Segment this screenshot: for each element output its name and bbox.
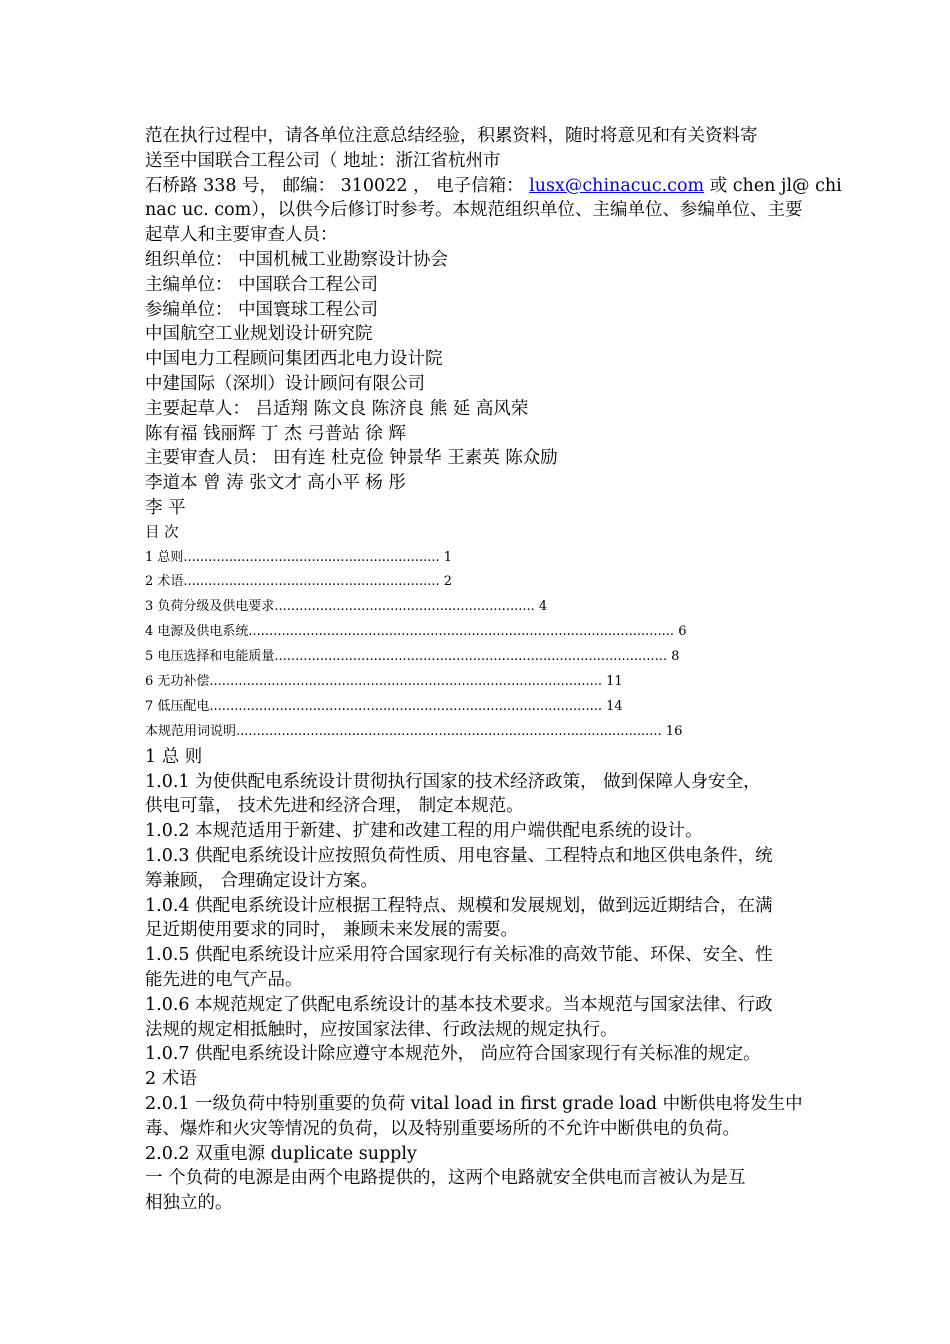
- toc-entry-label: 2 术语: [145, 574, 184, 590]
- toc-entry-leader: ...............................................................................................: [209, 698, 602, 714]
- toc-entry-page: 16: [665, 723, 683, 739]
- reviewers-line-3: 李 平: [145, 497, 186, 518]
- clause-2-0-2-title: 2.0.2 双重电源 duplicate supply: [145, 1143, 417, 1164]
- clause-1-0-6-line-2: 法规的规定相抵触时，应按国家法律、行政法规的规定执行。: [145, 1019, 618, 1040]
- intro-line-3-prefix: 石桥路 338 号， 邮编： 310022 ， 电子信箱：: [145, 175, 530, 196]
- chapter-2: [145, 1067, 810, 1216]
- clause-1-0-4-line-1: 1.0.4 供配电系统设计应根据工程特点、规模和发展规划，做到远近期结合，在满: [145, 895, 773, 916]
- co-editor-unit-2: 中国航空工业规划设计研究院: [145, 324, 373, 345]
- intro-paragraph: [145, 124, 842, 248]
- intro-line-3-suffix: 或 chen jl@ chi: [704, 175, 842, 196]
- toc-entry-page: 4: [538, 599, 548, 615]
- toc-entry[interactable]: [145, 595, 810, 620]
- toc-entry[interactable]: [145, 670, 810, 695]
- clause-1-0-4-line-2: 足近期使用要求的同时， 兼顾未来发展的需要。: [145, 920, 519, 941]
- toc-entry-leader: ..............................................................: [183, 574, 440, 590]
- toc-entry-page: 2: [443, 574, 453, 590]
- clause-1-0-7: 1.0.7 供配电系统设计除应遵守本规范外， 尚应符合国家现行有关标准的规定。: [145, 1044, 761, 1065]
- clause-1-0-3-line-1: 1.0.3 供配电系统设计应按照负荷性质、用电容量、工程特点和地区供电条件，统: [145, 845, 773, 866]
- drafters-line-2: 陈有福 钱丽辉 丁 杰 弓普站 徐 辉: [145, 423, 406, 444]
- clause-1-0-6-line-1: 1.0.6 本规范规定了供配电系统设计的基本技术要求。当本规范与国家法律、行政: [145, 994, 773, 1015]
- chief-editor-unit: 主编单位： 中国联合工程公司: [145, 274, 379, 295]
- toc-entry[interactable]: [145, 645, 810, 670]
- toc-entry[interactable]: [145, 570, 810, 595]
- intro-line-5: 起草人和主要审查人员：: [145, 225, 338, 246]
- toc-entry-label: 本规范用词说明: [145, 723, 237, 739]
- toc-entry-leader: ...............................................................: [274, 599, 535, 615]
- toc-entry[interactable]: [145, 546, 810, 571]
- toc-list: [145, 546, 810, 745]
- units-list: [145, 248, 810, 397]
- toc-entry-page: 11: [606, 674, 623, 690]
- clause-2-0-1-line-1: 2.0.1 一级负荷中特别重要的负荷 vital load in first grade load 中断供电将发生中: [145, 1093, 803, 1114]
- clause-1-0-5-line-1: 1.0.5 供配电系统设计应采用符合国家现行有关标准的高效节能、环保、安全、性: [145, 945, 773, 966]
- clause-2-0-1-line-2: 毒、爆炸和火灾等情况的负荷，以及特别重要场所的不允许中断供电的负荷。: [145, 1118, 740, 1139]
- toc-entry-page: 8: [671, 649, 680, 665]
- co-editor-unit: 参编单位： 中国寰球工程公司: [145, 299, 379, 320]
- toc-entry-label: 6 无功补偿: [145, 674, 210, 690]
- clause-1-0-2: 1.0.2 本规范适用于新建、扩建和改建工程的用户端供配电系统的设计。: [145, 821, 703, 842]
- clause-2-0-2-line-1: 一 个负荷的电源是由两个电路提供的，这两个电路就安全供电而言被认为是互: [145, 1168, 746, 1189]
- toc-entry-label: 7 低压配电: [145, 698, 210, 714]
- document-page: [145, 124, 842, 1216]
- toc-title: 目 次: [145, 524, 179, 541]
- toc-entry-leader: ..............................................................: [183, 549, 440, 565]
- co-editor-unit-4: 中建国际（深圳）设计顾问有限公司: [145, 373, 425, 394]
- chapter-2-heading: 2 术语: [145, 1069, 197, 1090]
- reviewers-line-1: 主要审查人员： 田有连 杜克俭 钟景华 王素英 陈众励: [145, 448, 558, 469]
- toc-entry-label: 5 电压选择和电能质量: [145, 649, 275, 665]
- toc-entry-page: 6: [678, 624, 687, 640]
- toc-entry-leader: .......................................................................................................: [236, 723, 662, 739]
- toc-entry[interactable]: [145, 695, 810, 720]
- organizer-unit: 组织单位： 中国机械工业勘察设计协会: [145, 249, 449, 270]
- clause-2-0-2-line-2: 相独立的。: [145, 1193, 233, 1214]
- intro-line-3: [145, 174, 842, 199]
- clause-1-0-1-line-2: 供电可靠， 技术先进和经济合理， 制定本规范。: [145, 796, 524, 817]
- intro-line-4: nac uc. com），以供今后修订时参考。本规范组织单位、主编单位、参编单位、主要: [145, 200, 803, 221]
- toc-entry[interactable]: [145, 620, 810, 645]
- toc-entry-label: 4 电源及供电系统: [145, 624, 249, 640]
- clause-1-0-1-line-1: 1.0.1 为使供配电系统设计贯彻执行国家的技术经济政策， 做到保障人身安全，: [145, 771, 761, 792]
- people-list: [145, 397, 810, 521]
- toc-entry-label: 3 负荷分级及供电要求: [145, 599, 275, 615]
- toc-entry-leader: ...............................................................................................: [209, 674, 602, 690]
- toc-entry[interactable]: [145, 720, 810, 745]
- toc-entry-leader: .......................................................................................................: [248, 624, 675, 640]
- clause-1-0-5-line-2: 能先进的电气产品。: [145, 969, 303, 990]
- email-link[interactable]: lusx@chinacuc.com: [529, 175, 705, 196]
- toc-entry-page: 14: [606, 698, 623, 714]
- toc-entry-label: 1 总则: [145, 549, 184, 565]
- drafters-line-1: 主要起草人： 吕适翔 陈文良 陈济良 熊 延 高风荣: [145, 398, 529, 419]
- table-of-contents: [145, 521, 810, 745]
- chapter-1: [145, 745, 810, 1067]
- clause-1-0-3-line-2: 筹兼顾， 合理确定设计方案。: [145, 870, 379, 891]
- intro-line-1: 范在执行过程中，请各单位注意总结经验，积累资料，随时将意见和有关资料寄: [145, 126, 758, 146]
- toc-entry-page: 1: [443, 549, 453, 565]
- toc-entry-leader: ...............................................................................................: [274, 649, 667, 665]
- chapter-1-heading: 1 总 则: [145, 746, 203, 767]
- co-editor-unit-3: 中国电力工程顾问集团西北电力设计院: [145, 349, 443, 370]
- reviewers-line-2: 李道本 曾 涛 张文才 高小平 杨 彤: [145, 473, 406, 494]
- intro-line-2: 送至中国联合工程公司（ 地址：浙江省杭州市: [145, 150, 501, 171]
